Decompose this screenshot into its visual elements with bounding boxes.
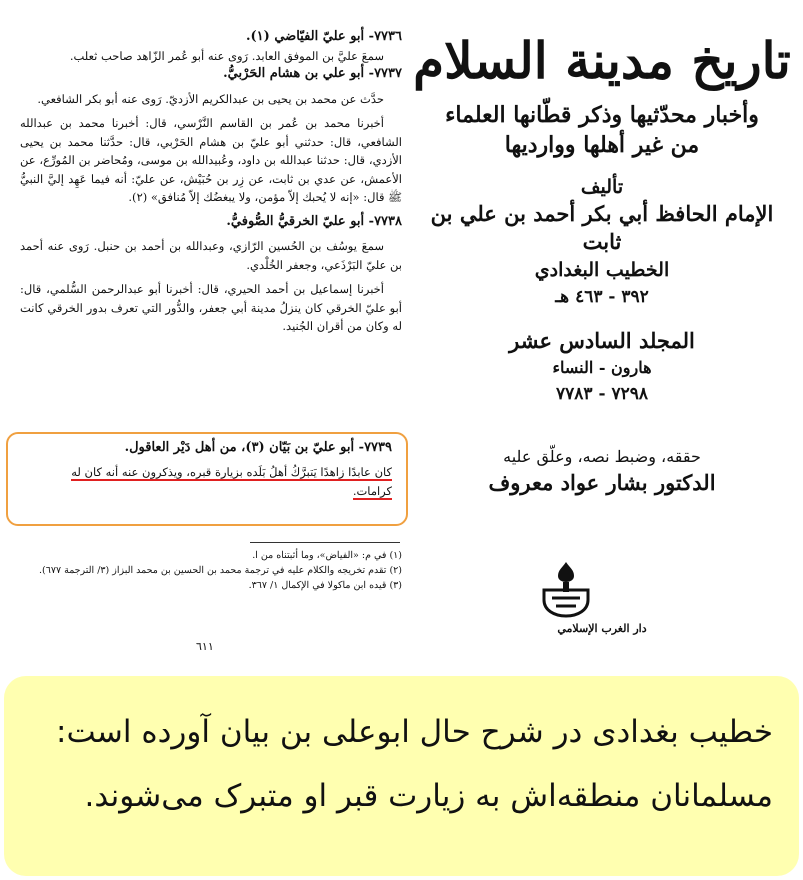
text-column <box>20 28 402 336</box>
entry-7737-title: ٧٧٣٧- أبو علي بن هشام الحَرْبيُّ. <box>223 66 402 81</box>
entry-7739-title: ٧٧٣٩- أبو عليّ بن بَيّان (٣)، من أهل دَيْر العاقول. <box>124 440 392 455</box>
entry-7736-text: سمعَ عليَّ بن الموفق العابد. رَوى عنه أبو عُمر الزّاهد صاحب ثعلب. <box>69 48 384 63</box>
book-title: تاريخ مدينة السلام <box>413 31 791 90</box>
entry-7738-title: ٧٧٣٨- أبو عليّ الخرقيُّ الصُّوفيُّ. <box>226 213 402 229</box>
entry-7738-text2: أخبرنا إسماعيل بن أحمد الحيري، قال: أخبرنا أبو عبدالرحمن السُّلمي، قال: أبو عليّ الخرقي كان ينزلُ مدينة أبي جعفر، والدُّور التي تعرف بدور الخرقي كانت له وكان من أقران الجُنيد. <box>20 282 402 333</box>
author-name: الإمام الحافظ أبي بكر أحمد بن علي بن ثابت <box>430 201 774 254</box>
entry-7736-title: ٧٧٣٦- أبو عليّ الفيّاضي (١). <box>245 29 402 44</box>
entry-7737-text2: أخبرنا محمد بن عُمر بن القاسم النَّرْسي، قال: أخبرنا محمد بن عبدالله الشافعي، قال: حدثني أبو عليّ بن هشام الحَرْبي، قال: حدَّثنا محمد بن يحيى الأزدي، قال: حدثنا عبدالله بن داود، وعُبيدالله بن موسى، ومُحاضر بن المُورِّع، عن الأعمش، عن عدي بن ثابت، عن زِر بن حُبَيْش، عن عليّ: أنه فيما عَهِد إليَّ النبيُّ ﷺ قال: «إنه لا يُحبك إلاّ مؤمن، ولا يبغضُك إلاّ مُنافق» (٢). <box>20 116 402 204</box>
entry-7739-text-end: كرامات. <box>352 484 392 498</box>
footnote-divider <box>250 542 400 543</box>
book-subtitle-1: وأخبار محدّثيها وذكر قطّانها العلماء <box>445 102 759 128</box>
author-years: ٣٩٢ - ٤٦٣ هـ <box>555 287 649 307</box>
editor-name: الدكتور بشار عواد معروف <box>488 470 716 495</box>
entry-7738-text1: سمعَ يوسُف بن الحُسين الرّازي، وعبدالله بن أحمد بن حنبل. رَوى عنه أحمد بن عليّ البَرْذَعي، وجعفر الخُلْدي. <box>20 239 402 272</box>
caption-box <box>4 676 799 876</box>
caption-line-2: مسلمانان منطقه‌اش به زیارت قبر او متبرک می‌شوند. <box>84 778 773 814</box>
publisher-logo-icon <box>538 560 594 618</box>
title-page <box>412 20 792 498</box>
caption-line-1: خطیب بغدادی در شرح حال ابوعلی بن بیان آورده است: <box>56 714 773 750</box>
volume-label: المجلد السادس عشر <box>509 328 695 353</box>
book-subtitle-2: من غير أهلها ووارديها <box>504 132 700 158</box>
volume-range-numbers: ٧٢٩٨ - ٧٧٨٣ <box>556 384 648 404</box>
editor-credit: حققه، وضبط نصه، وعلّق عليه <box>503 447 701 466</box>
footnote-1: (١) في م: «الفياض»، وما أثبتناه من ا. <box>252 550 402 561</box>
entry-7739-text-underlined: كان عابدًا زاهدًا يَتبرَّكُ أهلُ بَلَده بزيارة قبره، ويذكرون عنه أنه كان له <box>71 465 392 479</box>
entry-7739 <box>20 438 392 501</box>
page-number: ٦١١ <box>196 640 214 653</box>
footnote-2: (٢) تقدم تخريجه والكلام عليه في ترجمة محمد بن الحسين بن محمد البزاز (٣/ الترجمة ٦٧٧). <box>39 565 402 576</box>
footnotes <box>20 548 402 593</box>
footnote-3: (٣) قيده ابن ماكولا في الإكمال ١/ ٣٦٧. <box>248 580 402 591</box>
volume-range-names: هارون - النساء <box>552 358 652 377</box>
talif-label: تأليف <box>580 176 624 198</box>
entry-7737-text1: حدَّث عن محمد بن يحيى بن عبدالكريم الأزديّ. رَوى عنه أبو بكر الشافعي. <box>37 91 384 106</box>
author-nisba: الخطيب البغدادي <box>534 259 670 281</box>
publisher-name: دار الغرب الإسلامي <box>557 622 647 635</box>
